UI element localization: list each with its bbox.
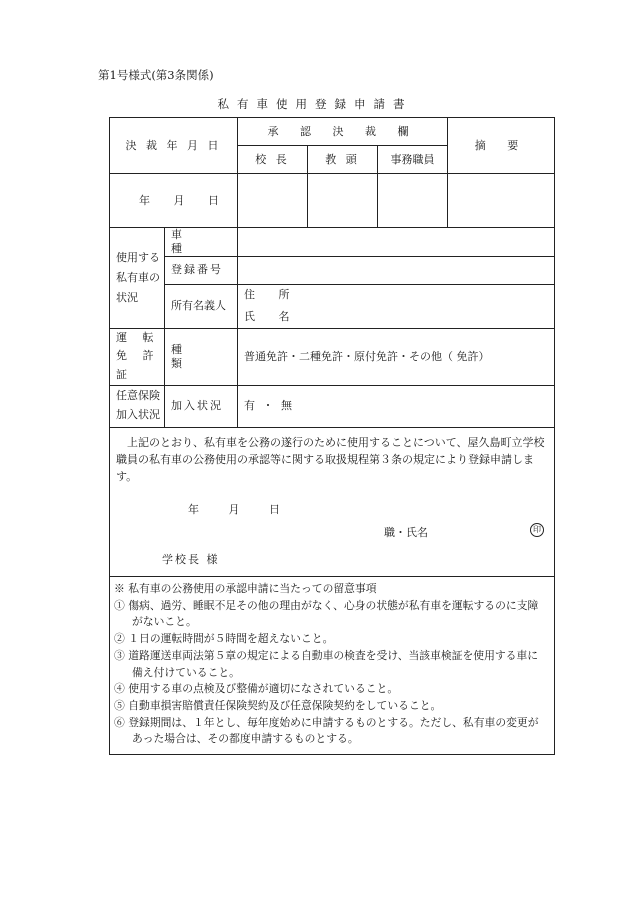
owner-name-field[interactable]: 氏 名 [238,306,555,328]
form-number: 第1号様式(第3条関係) [98,68,214,82]
principal-header: 校 長 [238,146,308,174]
insurance-group-label: 任意保険加入状況 [110,385,165,427]
date-year-label: 年 [188,502,201,516]
date-month-label: 月 [228,502,242,516]
clerk-stamp-box[interactable] [378,174,448,228]
signature-label: 職・氏名 [384,525,428,539]
date-day-label: 日 [269,502,282,516]
addressee: 学校長 様 [162,552,220,566]
note-item: ⑤ 自動車損害賠償責任保険契約及び任意保険契約をしていること。 [114,698,442,712]
decision-date-row: 年 月 日 [110,174,238,228]
insurance-status-label: 加入状況 [165,385,238,427]
notes-heading: ※ 私有車の公務使用の承認申請に当たっての留意事項 [114,581,377,595]
decision-date-label: 決 裁 年 月 日 [110,118,238,174]
approval-header: 承 認 決 裁 欄 [238,118,448,146]
note-item: ③ 道路運送車両法第５章の規定による自動車の検査を受け、当該車検証を使用する車に備え付けていること。 [114,648,539,679]
note-item: ④ 使用する車の点検及び整備が適切になされていること。 [114,682,399,696]
note-item: ② １日の運転時間が５時間を超えないこと。 [114,632,334,646]
seal-mark-icon: 印 [530,523,544,537]
vehicle-type-field[interactable] [238,228,555,257]
registration-number-label: 登録番号 [165,256,238,284]
declaration-section [110,427,555,576]
declaration-text: 上記のとおり、私有車を公務の遂行のために使用することについて、屋久島町立学校職員の私有車の公務使用の承認等に関する取扱規程第３条の規定により登録申請します。 [116,435,545,483]
signature-line[interactable] [384,524,548,541]
vehicle-type-label: 車 種 [165,228,238,257]
owner-label: 所有名義人 [165,284,238,328]
document-title: 私有車使用登録申請書 [217,97,413,111]
remarks-header: 摘 要 [448,118,555,174]
vehicle-group-label: 使用する私有車の状況 [110,228,165,329]
registration-number-field[interactable] [238,256,555,284]
license-type-options[interactable]: 普通免許・二種免許・原付免許・その他（ 免許） [238,328,555,385]
vice-principal-stamp-box[interactable] [308,174,378,228]
insurance-status-options[interactable]: 有 ・ 無 [238,385,555,427]
note-item: ① 傷病、過労、睡眠不足その他の理由がなく、心身の状態が私有車を運転するのに支障がないこと。 [114,598,539,629]
license-group-label: 運 転 免 許 証 [110,328,165,385]
license-type-label: 種 類 [165,328,238,385]
remarks-box[interactable] [448,174,555,228]
owner-address-field[interactable]: 住 所 [238,284,555,306]
principal-stamp-box[interactable] [238,174,308,228]
notes-section [110,576,555,754]
note-item: ⑥ 登録期間は、１年とし、毎年度始めに申請するものとする。ただし、私有車の変更があった場合は、その都度申請するものとする。 [114,715,539,746]
vice-principal-header: 教 頭 [308,146,378,174]
application-form-table [109,117,555,755]
declaration-date[interactable] [188,501,548,518]
clerk-header: 事務職員 [378,146,448,174]
